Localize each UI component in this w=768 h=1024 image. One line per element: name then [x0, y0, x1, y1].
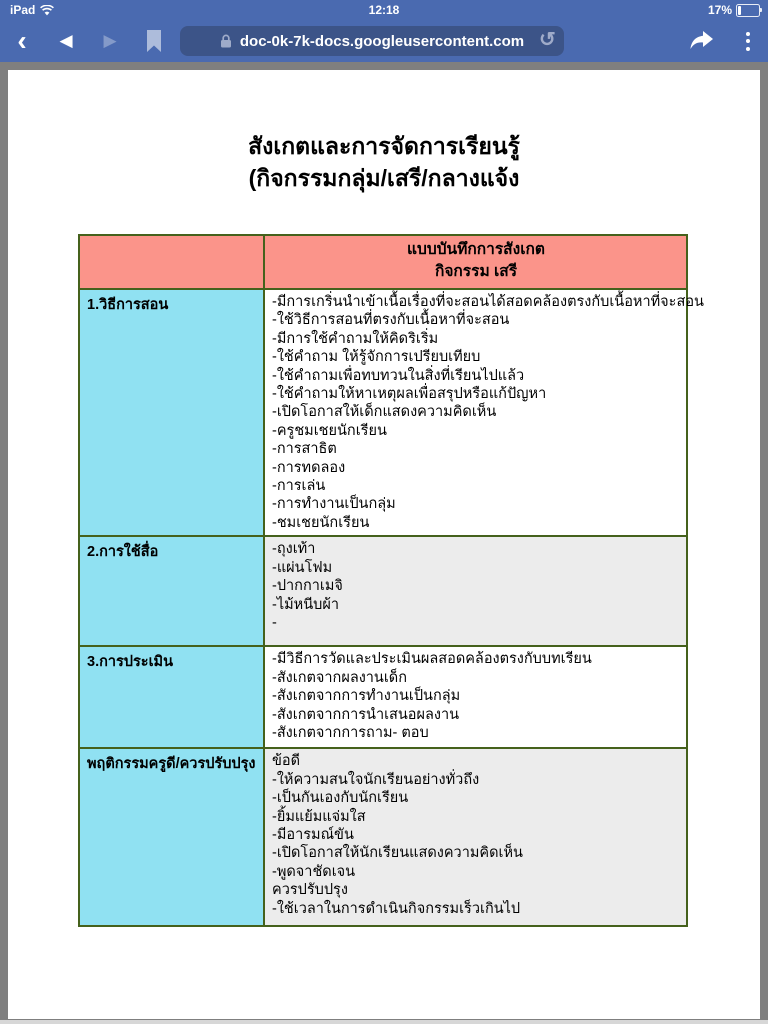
forward-button[interactable]: ▶	[88, 20, 132, 62]
document-title-line1: สังเกตและการจัดการเรียนรู้	[248, 133, 520, 159]
header-title-line2: กิจกรรม เสรี	[434, 263, 518, 280]
content-line: ข้อดี	[272, 753, 301, 770]
browser-toolbar	[0, 20, 768, 62]
share-button[interactable]	[674, 20, 728, 62]
row-label-cell: 1.วิธีการสอน	[79, 289, 264, 536]
content-line: ควรปรับปรุง	[272, 882, 348, 899]
content-line: -ใช้คำถามให้หาเหตุผลเพื่อสรุปหรือแก้ปัญหา	[272, 386, 547, 403]
document-viewport[interactable]	[0, 62, 768, 1024]
back-button[interactable]: ◀	[44, 20, 88, 62]
clock: 12:18	[368, 3, 400, 17]
page-bottom-edge	[0, 1020, 768, 1024]
content-line: -ยิ้มแย้มแจ่มใส	[272, 808, 366, 825]
row-label-cell: 3.การประเมิน	[79, 646, 264, 748]
status-bar	[0, 0, 768, 20]
content-line: -ใช้วิธีการสอนที่ตรงกับเนื้อหาที่จะสอน	[272, 312, 510, 329]
content-line: -การทำงานเป็นกลุ่ม	[272, 496, 396, 513]
table-row	[79, 646, 687, 748]
content-line: -สังเกตจากการทำงานเป็นกลุ่ม	[272, 688, 461, 705]
battery-icon	[736, 4, 760, 17]
content-line: -	[272, 614, 277, 631]
observation-table	[78, 234, 704, 927]
content-line: -ไม้หนีบผ้า	[272, 596, 339, 613]
content-line: -มีการใช้คำถามให้คิดริเริ่ม	[272, 330, 439, 347]
row-content-cell	[264, 646, 687, 748]
ssl-lock-icon	[220, 34, 232, 48]
document-title-line2: (กิจกรรมกลุ่ม/เสรี/กลางแจ้ง	[248, 165, 520, 191]
bookmarks-button[interactable]	[132, 20, 176, 62]
content-line: -ใช้คำถามเพื่อทบทวนในสิ่งที่เรียนไปแล้ว	[272, 367, 525, 384]
table-row	[79, 289, 687, 536]
content-line: -ให้ความสนใจนักเรียนอย่างทั่วถึง	[272, 771, 480, 788]
content-line: -พูดจาชัดเจน	[272, 863, 356, 880]
content-line: -มีวิธีการวัดและประเมินผลสอดคล้องตรงกับบทเรียน	[272, 651, 592, 668]
content-line: -เปิดโอกาสให้นักเรียนแสดงความคิดเห็น	[272, 845, 523, 862]
content-line: -การทดลอง	[272, 459, 346, 476]
content-line: -เป็นกันเองกับนักเรียน	[272, 790, 409, 807]
url-text: doc-0k-7k-docs.googleusercontent.com	[239, 32, 525, 50]
table-row	[79, 748, 687, 926]
content-line: -ปากกาเมจิ	[272, 578, 343, 595]
content-line: -มีอารมณ์ขัน	[272, 826, 354, 843]
row-label-cell: พฤติกรรมครูดี/ควรปรับปรุง	[79, 748, 264, 926]
back-chevron-button[interactable]: ‹	[0, 20, 44, 62]
content-line: -การสาธิต	[272, 441, 337, 458]
content-line: -สังเกตจากผลงานเด็ก	[272, 669, 407, 686]
content-line: -สังเกตจากการนำเสนอผลงาน	[272, 706, 460, 723]
content-line: -ครูชมเชยนักเรียน	[272, 422, 387, 439]
url-omnibox[interactable]	[180, 26, 564, 56]
content-line: -ชมเชยนักเรียน	[272, 514, 370, 531]
battery-percent-label: 17%	[707, 3, 732, 17]
row-content-cell	[264, 748, 687, 926]
header-title-line1: แบบบันทึกการสังเกต	[407, 241, 545, 258]
table-header-row	[79, 235, 687, 289]
content-line: -มีการเกริ่นนำเข้าเนื้อเรื่องที่จะสอนได้สอดคล้องตรงกับเนื้อหาที่จะสอน	[272, 294, 704, 310]
device-label: iPad	[10, 3, 36, 17]
header-title-cell	[264, 235, 687, 289]
reload-icon[interactable]: ↻	[539, 29, 556, 51]
content-line: -สังเกตจากการถาม- ตอบ	[272, 724, 429, 741]
header-empty-cell	[79, 235, 264, 289]
row-content-cell	[264, 536, 687, 646]
content-line: -ใช้เวลาในการดำเนินกิจกรรมเร็วเกินไป	[272, 900, 521, 917]
document-page	[8, 70, 760, 1019]
row-label-cell: 2.การใช้สื่อ	[79, 536, 264, 646]
content-line: -ใช้คำถาม ให้รู้จักการเปรียบเทียบ	[272, 349, 481, 366]
content-line: -ถุงเท้า	[272, 541, 316, 558]
document-title	[8, 130, 760, 194]
content-line: -การเล่น	[272, 478, 326, 495]
content-line: -แผ่นโฟม	[272, 559, 333, 576]
overflow-menu-button[interactable]	[728, 20, 768, 62]
row-content-cell	[264, 289, 704, 536]
wifi-icon	[40, 5, 54, 16]
content-line: -เปิดโอกาสให้เด็กแสดงความคิดเห็น	[272, 404, 497, 421]
table-row	[79, 536, 687, 646]
